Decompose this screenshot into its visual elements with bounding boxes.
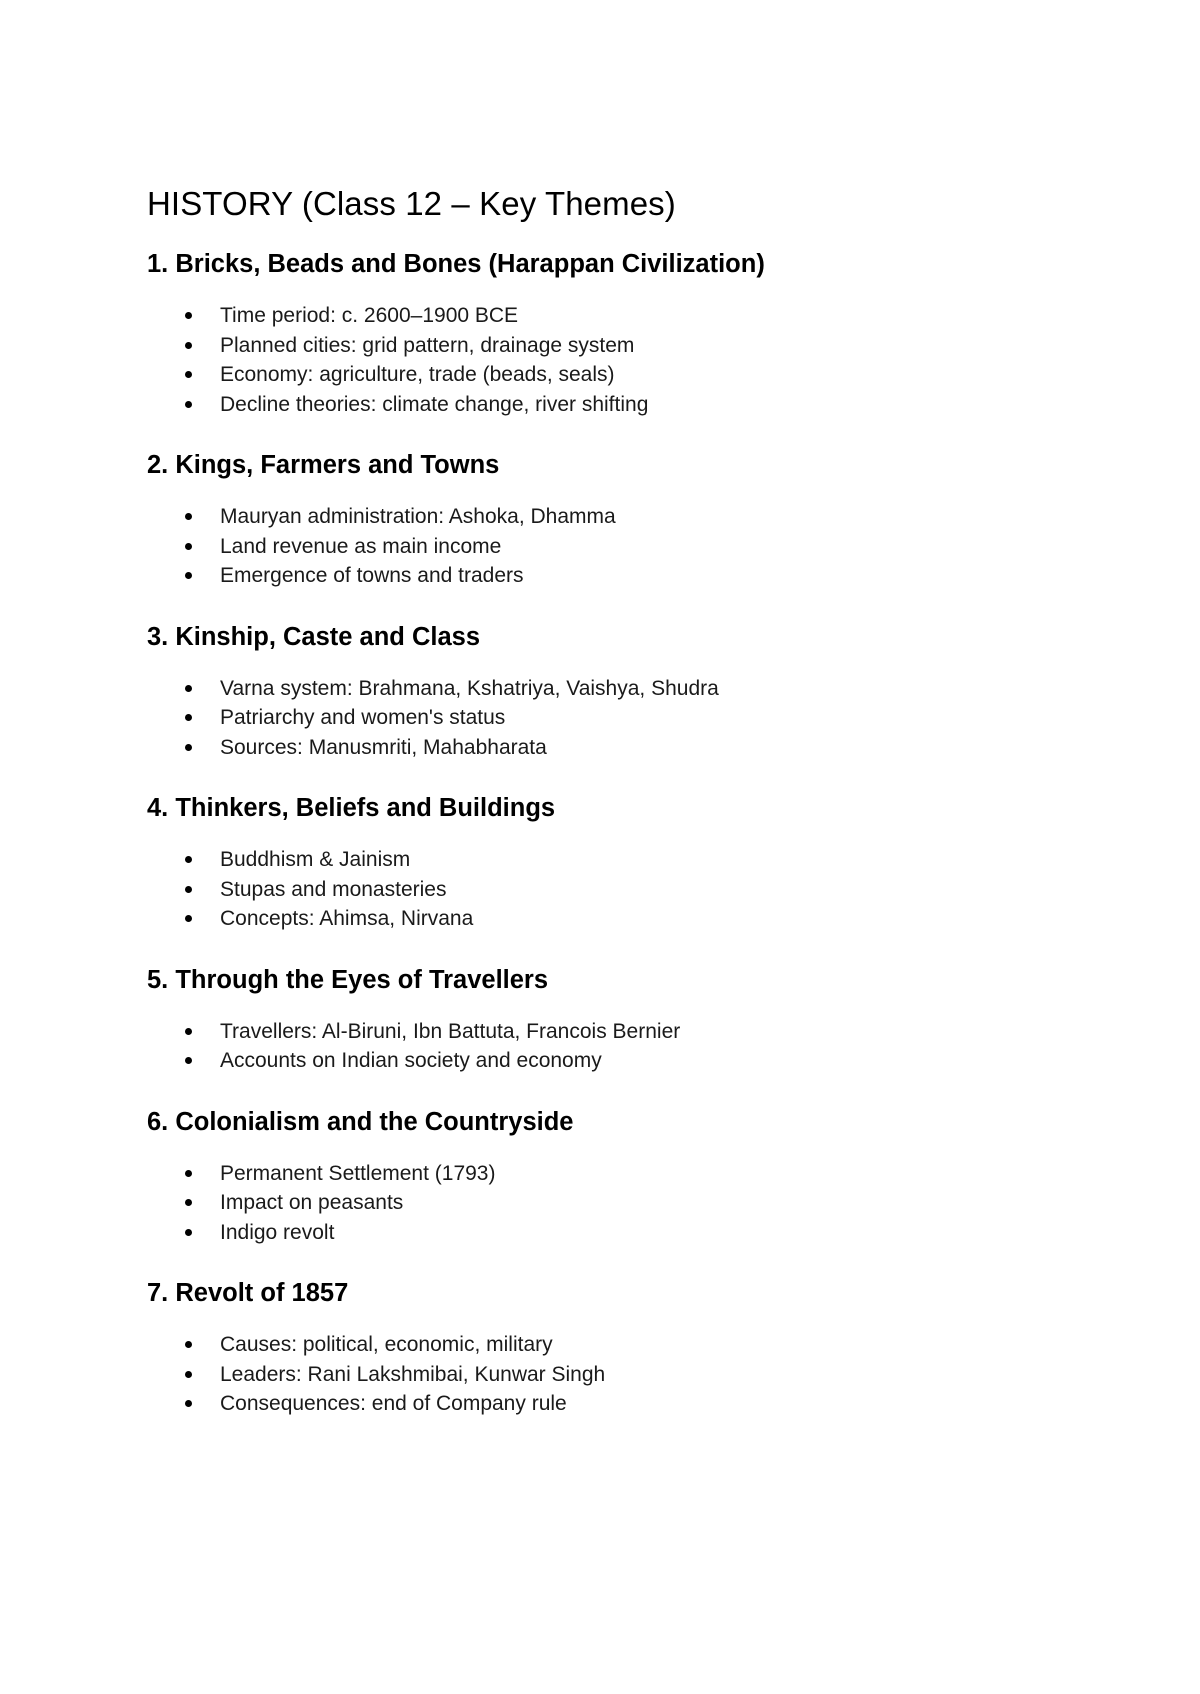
- list-item: [147, 301, 1107, 331]
- bullet-icon: [185, 744, 192, 751]
- section-heading: 7. Revolt of 1857: [147, 1279, 349, 1307]
- list-item: [147, 1017, 1107, 1047]
- bullet-list: [147, 1159, 1107, 1248]
- list-item-text: Land revenue as main income: [220, 534, 502, 558]
- list-item-text: Impact on peasants: [220, 1191, 404, 1214]
- list-item: [147, 331, 1107, 361]
- list-item-text: Planned cities: grid pattern, drainage system: [220, 333, 635, 357]
- list-item-text: Decline theories: climate change, river shifting: [220, 392, 649, 416]
- list-item: [147, 1159, 1107, 1189]
- list-item: [147, 532, 1107, 562]
- bullet-icon: [185, 312, 192, 319]
- list-item-text: Consequences: end of Company rule: [220, 1392, 567, 1415]
- list-item: [147, 1046, 1107, 1076]
- section-heading: 2. Kings, Farmers and Towns: [147, 451, 500, 479]
- list-item: [147, 1360, 1107, 1390]
- section-travellers: [147, 964, 1107, 1076]
- bullet-list: [147, 1330, 1107, 1419]
- list-item-text: Causes: political, economic, military: [220, 1333, 553, 1356]
- list-item: [147, 904, 1107, 934]
- list-item: [147, 845, 1107, 875]
- list-item: [147, 1218, 1107, 1248]
- list-item-text: Concepts: Ahimsa, Nirvana: [220, 907, 474, 930]
- list-item-text: Buddhism & Jainism: [220, 848, 411, 871]
- section-heading: 4. Thinkers, Beliefs and Buildings: [147, 794, 556, 822]
- list-item: [147, 703, 1107, 733]
- list-item: [147, 502, 1107, 532]
- bullet-icon: [185, 685, 192, 692]
- list-item-text: Patriarchy and women's status: [220, 706, 506, 729]
- bullet-icon: [185, 1341, 192, 1348]
- section-thinkers-beliefs: [147, 792, 1107, 934]
- bullet-list: [147, 502, 1107, 591]
- bullet-icon: [185, 572, 192, 579]
- list-item-text: Indigo revolt: [220, 1220, 335, 1244]
- list-item: [147, 1330, 1107, 1360]
- bullet-icon: [185, 371, 192, 378]
- section-kings-farmers: [147, 449, 1107, 591]
- list-item: [147, 390, 1107, 420]
- section-heading: 3. Kinship, Caste and Class: [147, 622, 481, 651]
- list-item: [147, 1188, 1107, 1218]
- list-item: [147, 875, 1107, 905]
- document-page: [147, 182, 1107, 1419]
- document-title: HISTORY (Class 12 – Key Themes): [147, 185, 676, 222]
- bullet-icon: [185, 886, 192, 893]
- list-item: [147, 360, 1107, 390]
- bullet-icon: [185, 1199, 192, 1206]
- section-revolt-1857: [147, 1277, 1107, 1419]
- bullet-icon: [185, 1371, 192, 1378]
- list-item: [147, 1389, 1107, 1419]
- bullet-icon: [185, 1229, 192, 1236]
- list-item-text: Emergence of towns and traders: [220, 564, 524, 587]
- list-item-text: Varna system: Brahmana, Kshatriya, Vaishya, Shudra: [220, 676, 719, 700]
- list-item-text: Leaders: Rani Lakshmibai, Kunwar Singh: [220, 1362, 606, 1386]
- section-heading: 5. Through the Eyes of Travellers: [147, 965, 549, 994]
- bullet-list: [147, 845, 1107, 934]
- bullet-icon: [185, 1057, 192, 1064]
- list-item-text: Economy: agriculture, trade (beads, seals): [220, 363, 615, 386]
- bullet-icon: [185, 1170, 192, 1177]
- section-kinship-caste: [147, 621, 1107, 763]
- bullet-list: [147, 301, 1107, 419]
- bullet-icon: [185, 915, 192, 922]
- bullet-icon: [185, 1400, 192, 1407]
- bullet-icon: [185, 856, 192, 863]
- section-colonialism: [147, 1106, 1107, 1248]
- list-item: [147, 674, 1107, 704]
- list-item-text: Permanent Settlement (1793): [220, 1161, 496, 1185]
- list-item-text: Accounts on Indian society and economy: [220, 1049, 602, 1072]
- section-heading: 6. Colonialism and the Countryside: [147, 1107, 574, 1136]
- section-harappan: [147, 248, 1107, 419]
- bullet-icon: [185, 513, 192, 520]
- bullet-icon: [185, 342, 192, 349]
- bullet-icon: [185, 1028, 192, 1035]
- bullet-icon: [185, 714, 192, 721]
- list-item-text: Time period: c. 2600–1900 BCE: [220, 304, 519, 327]
- list-item-text: Travellers: Al-Biruni, Ibn Battuta, Francois Bernier: [220, 1019, 681, 1043]
- list-item-text: Mauryan administration: Ashoka, Dhamma: [220, 505, 616, 528]
- list-item-text: Sources: Manusmriti, Mahabharata: [220, 735, 547, 759]
- list-item: [147, 733, 1107, 763]
- bullet-icon: [185, 543, 192, 550]
- bullet-list: [147, 1017, 1107, 1076]
- bullet-icon: [185, 401, 192, 408]
- list-item-text: Stupas and monasteries: [220, 877, 447, 901]
- bullet-list: [147, 674, 1107, 763]
- section-heading: 1. Bricks, Beads and Bones (Harappan Civilization): [147, 250, 765, 278]
- list-item: [147, 561, 1107, 591]
